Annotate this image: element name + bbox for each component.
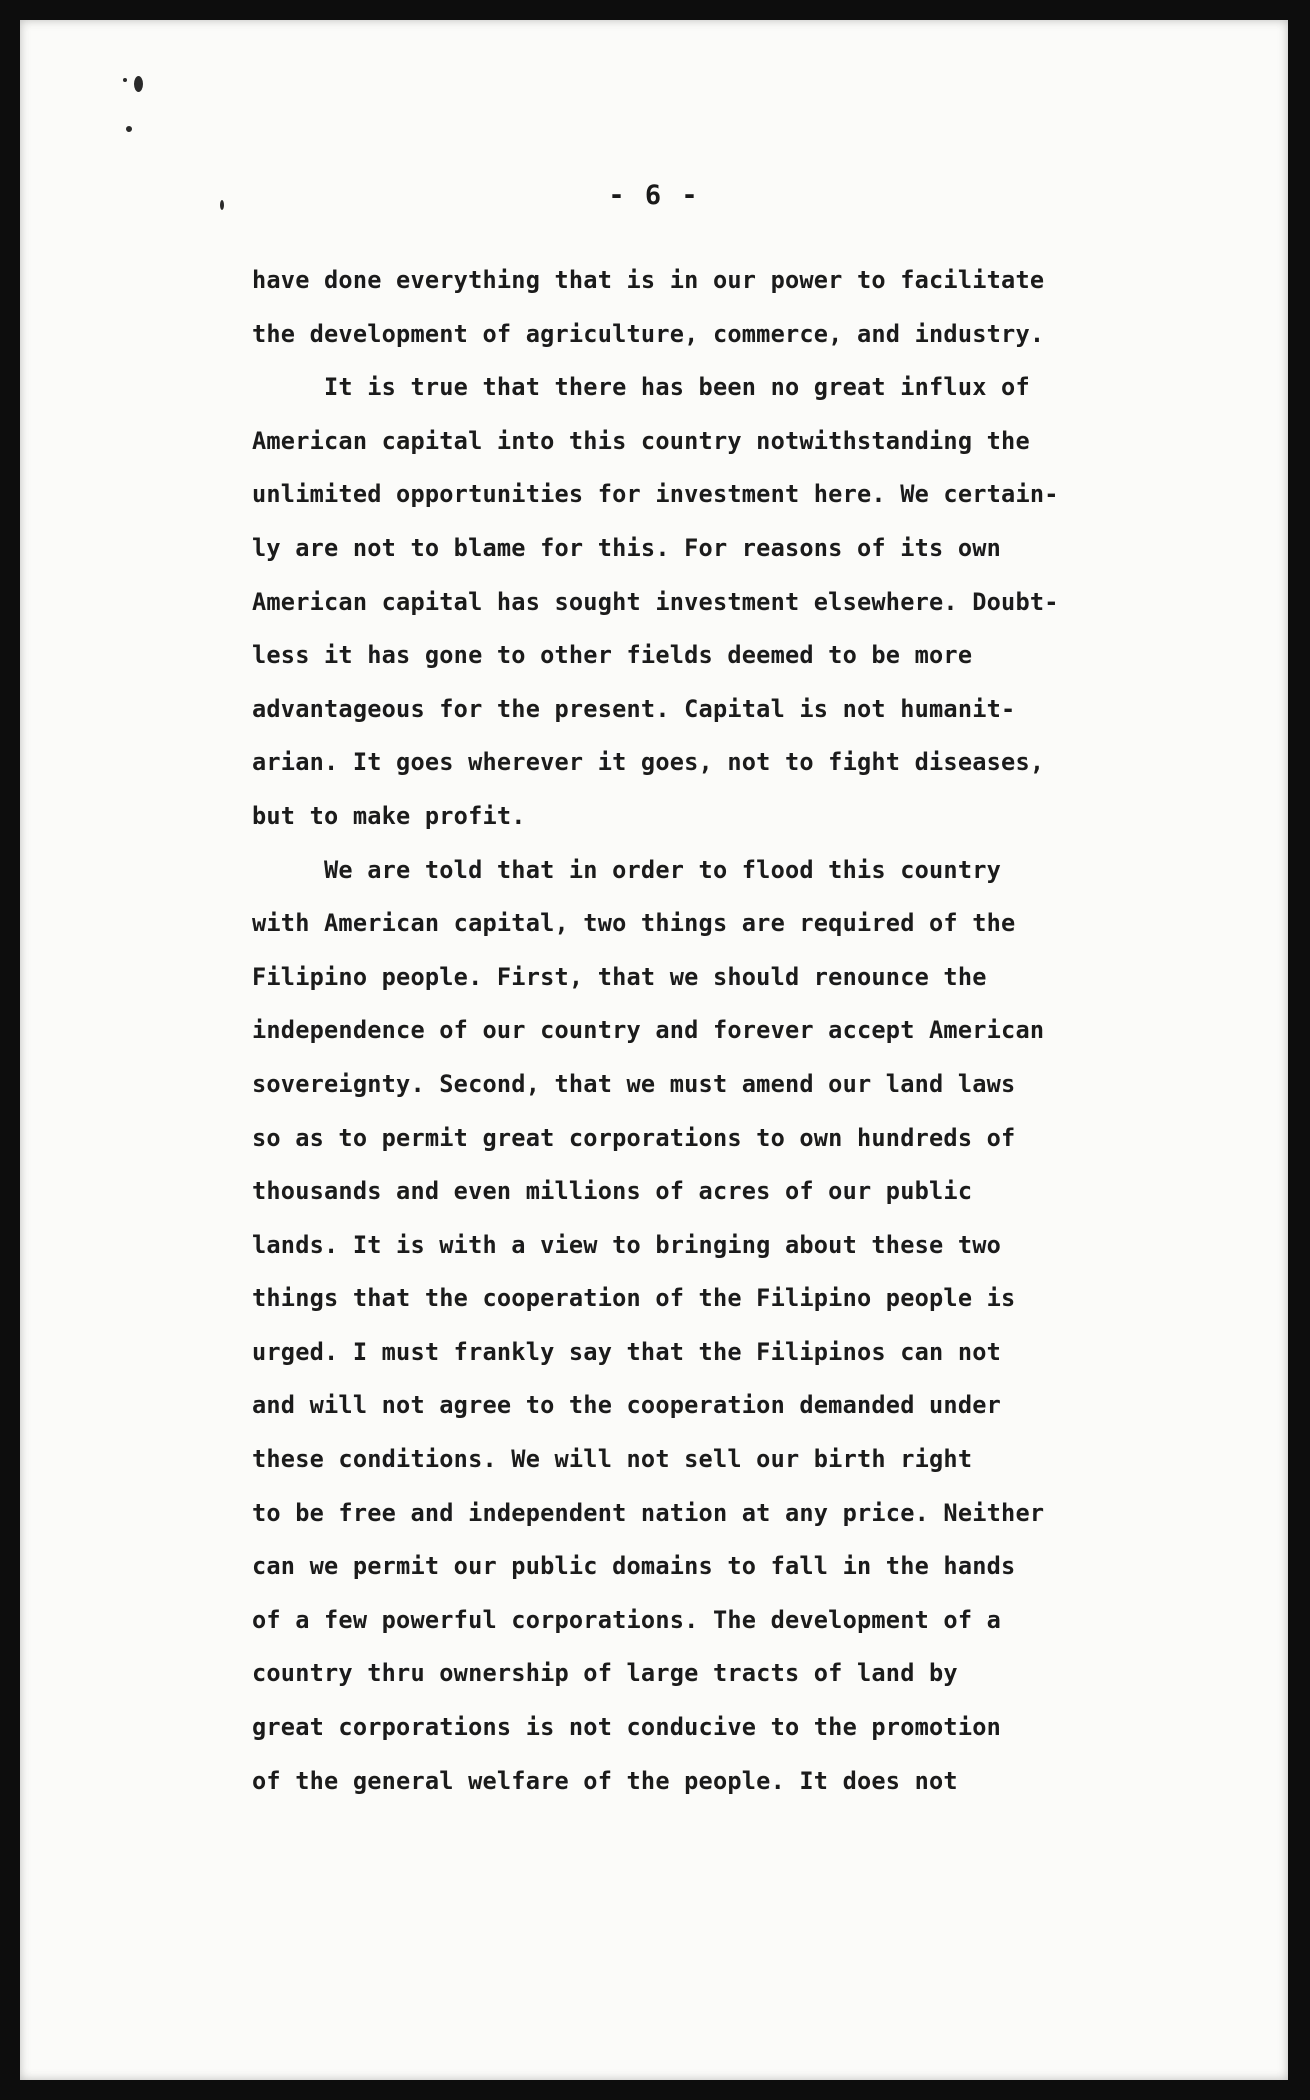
text-line: independence of our country and forever accept American — [252, 1016, 1045, 1045]
ink-mark — [126, 126, 132, 132]
text-line: the development of agriculture, commerce, and industry. — [252, 319, 1045, 348]
document-page — [20, 20, 1288, 2080]
text-line: and will not agree to the cooperation demanded under — [252, 1391, 1002, 1420]
text-line: to be free and independent nation at any price. Neither — [252, 1498, 1045, 1527]
text-line: arian. It goes wherever it goes, not to fight diseases, — [252, 748, 1045, 777]
body-text — [252, 254, 1192, 1808]
text-line: lands. It is with a view to bringing about these two — [252, 1230, 1002, 1259]
text-line: can we permit our public domains to fall in the hands — [252, 1552, 1016, 1581]
text-line: so as to permit great corporations to own hundreds of — [252, 1123, 1016, 1152]
text-line: with American capital, two things are required of the — [252, 909, 1016, 938]
text-line: Filipino people. First, that we should renounce the — [252, 962, 987, 991]
text-line: It is true that there has been no great influx of — [252, 373, 1030, 402]
text-line: these conditions. We will not sell our birth right — [252, 1445, 973, 1474]
text-line: of a few powerful corporations. The development of a — [252, 1605, 1002, 1634]
ink-mark — [123, 78, 127, 82]
text-line: country thru ownership of large tracts of land by — [252, 1659, 958, 1688]
text-line: advantageous for the present. Capital is not humanit- — [252, 694, 1016, 723]
text-line: American capital into this country notwithstanding the — [252, 426, 1030, 455]
page-number: - 6 - — [608, 180, 700, 211]
text-line: urged. I must frankly say that the Filipinos can not — [252, 1337, 1002, 1366]
text-line: American capital has sought investment elsewhere. Doubt- — [252, 587, 1059, 616]
text-line: have done everything that is in our power to facilitate — [252, 266, 1045, 294]
text-line: great corporations is not conducive to the promotion — [252, 1713, 1002, 1742]
text-line: We are told that in order to flood this country — [252, 855, 1002, 884]
text-line: of the general welfare of the people. It does not — [252, 1766, 958, 1795]
text-line: but to make profit. — [252, 801, 526, 830]
text-line: unlimited opportunities for investment here. We certain- — [252, 480, 1059, 509]
text-line: thousands and even millions of acres of our public — [252, 1177, 973, 1206]
ink-mark — [134, 76, 143, 92]
text-line: sovereignty. Second, that we must amend our land laws — [252, 1069, 1016, 1098]
text-line: less it has gone to other fields deemed to be more — [252, 641, 973, 670]
text-line: things that the cooperation of the Filipino people is — [252, 1284, 1016, 1313]
text-line: ly are not to blame for this. For reasons of its own — [252, 533, 1002, 562]
